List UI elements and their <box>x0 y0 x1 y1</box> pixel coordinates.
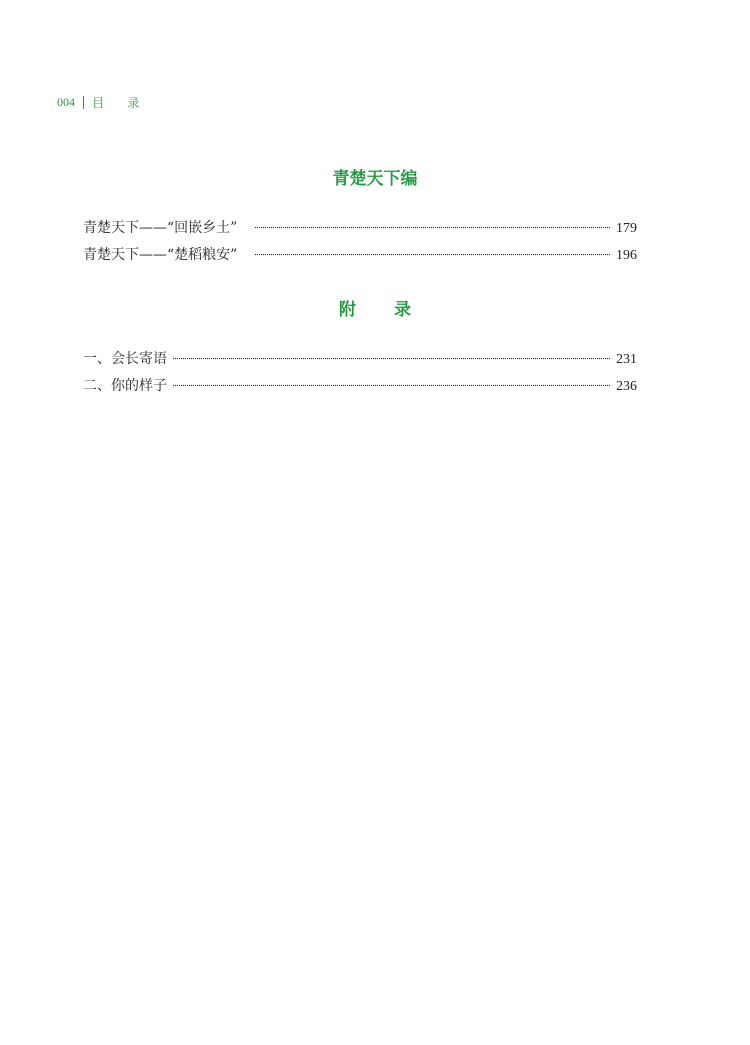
toc-entry-page: 236 <box>616 379 637 394</box>
toc-dot-leader <box>173 385 610 386</box>
toc-entry-page: 231 <box>616 352 637 367</box>
toc-entry[interactable] <box>83 375 637 395</box>
toc-entry-page: 196 <box>616 248 637 263</box>
section-heading-qingchu: 青楚天下编 <box>332 169 418 189</box>
toc-entry[interactable] <box>83 244 637 264</box>
running-header <box>57 94 149 111</box>
toc-entry[interactable] <box>83 348 637 368</box>
header-page-number: 004 <box>57 95 75 109</box>
toc-entry-label: 青楚天下——“回嵌乡土” <box>83 220 238 236</box>
toc-entry-label: 二、你的样子 <box>83 378 167 394</box>
header-divider <box>83 96 84 109</box>
toc-entry-page: 179 <box>616 221 637 236</box>
toc-dot-leader <box>255 227 610 228</box>
toc-dot-leader <box>173 358 610 359</box>
toc-entry[interactable] <box>83 217 637 237</box>
toc-entry-label: 一、会长寄语 <box>83 351 167 367</box>
toc-dot-leader <box>255 254 610 255</box>
header-title: 目 录 <box>92 96 150 110</box>
section-heading-appendix: 附 录 <box>339 300 427 320</box>
toc-entry-label: 青楚天下——“楚稻粮安” <box>83 247 238 263</box>
